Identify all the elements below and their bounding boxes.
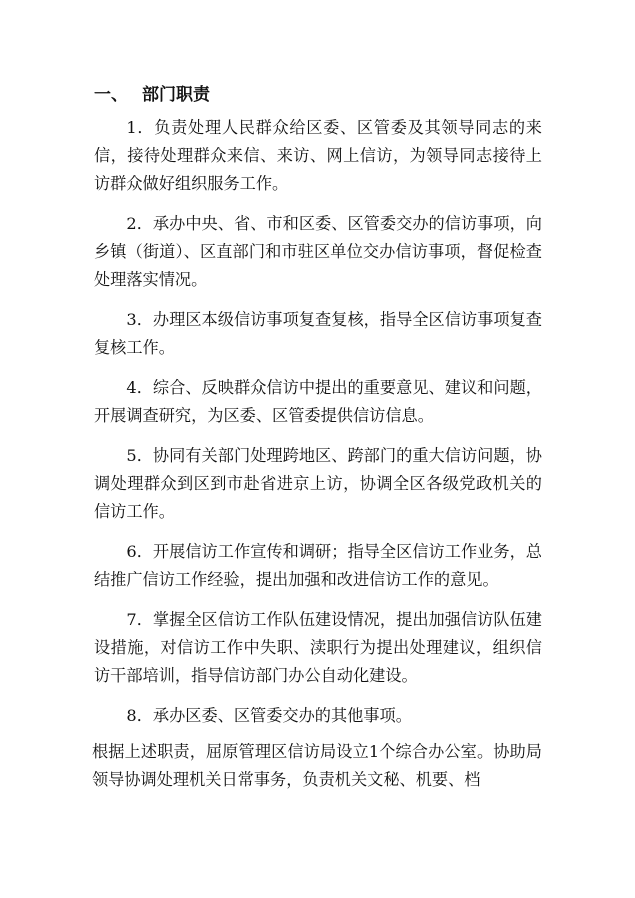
duty-item-2: 2．承办中央、省、市和区委、区管委交办的信访事项，向乡镇（街道）、区直部门和市驻区单位交办信访事项，督促检查处理落实情况。 (94, 214, 542, 289)
section-title: 部门职责 (142, 85, 210, 105)
duty-item-5: 5．协同有关部门处理跨地区、跨部门的重大信访问题，协调处理群众到区到市赴省进京上访，协调全区各级党政机关的信访工作。 (94, 446, 542, 521)
duty-item-8: 8．承办区委、区管委交办的其他事项。 (126, 706, 412, 725)
duty-item-4: 4．综合、反映群众信访中提出的重要意见、建议和问题，开展调查研究，为区委、区管委提供信访信息。 (94, 378, 542, 425)
section-heading (94, 84, 210, 106)
document-body (94, 114, 542, 806)
closing-paragraph: 根据上述职责，屈原管理区信访局设立1个综合办公室。协助局领导协调处理机关日常事务，负责机关文秘、机要、档 (92, 742, 542, 789)
section-number: 一、 (94, 85, 128, 105)
duty-item-6: 6．开展信访工作宣传和调研；指导全区信访工作业务，总结推广信访工作经验，提出加强和改进信访工作的意见。 (94, 542, 542, 589)
duty-item-1: 1．负责处理人民群众给区委、区管委及其领导同志的来信，接待处理群众来信、来访、网上信访，为领导同志接待上访群众做好组织服务工作。 (94, 118, 542, 193)
duty-item-3: 3．办理区本级信访事项复查复核，指导全区信访事项复查复核工作。 (94, 310, 542, 357)
duty-item-7: 7．掌握全区信访工作队伍建设情况，提出加强信访队伍建设措施，对信访工作中失职、渎职行为提出处理建议，组织信访干部培训，指导信访部门办公自动化建设。 (94, 610, 542, 685)
